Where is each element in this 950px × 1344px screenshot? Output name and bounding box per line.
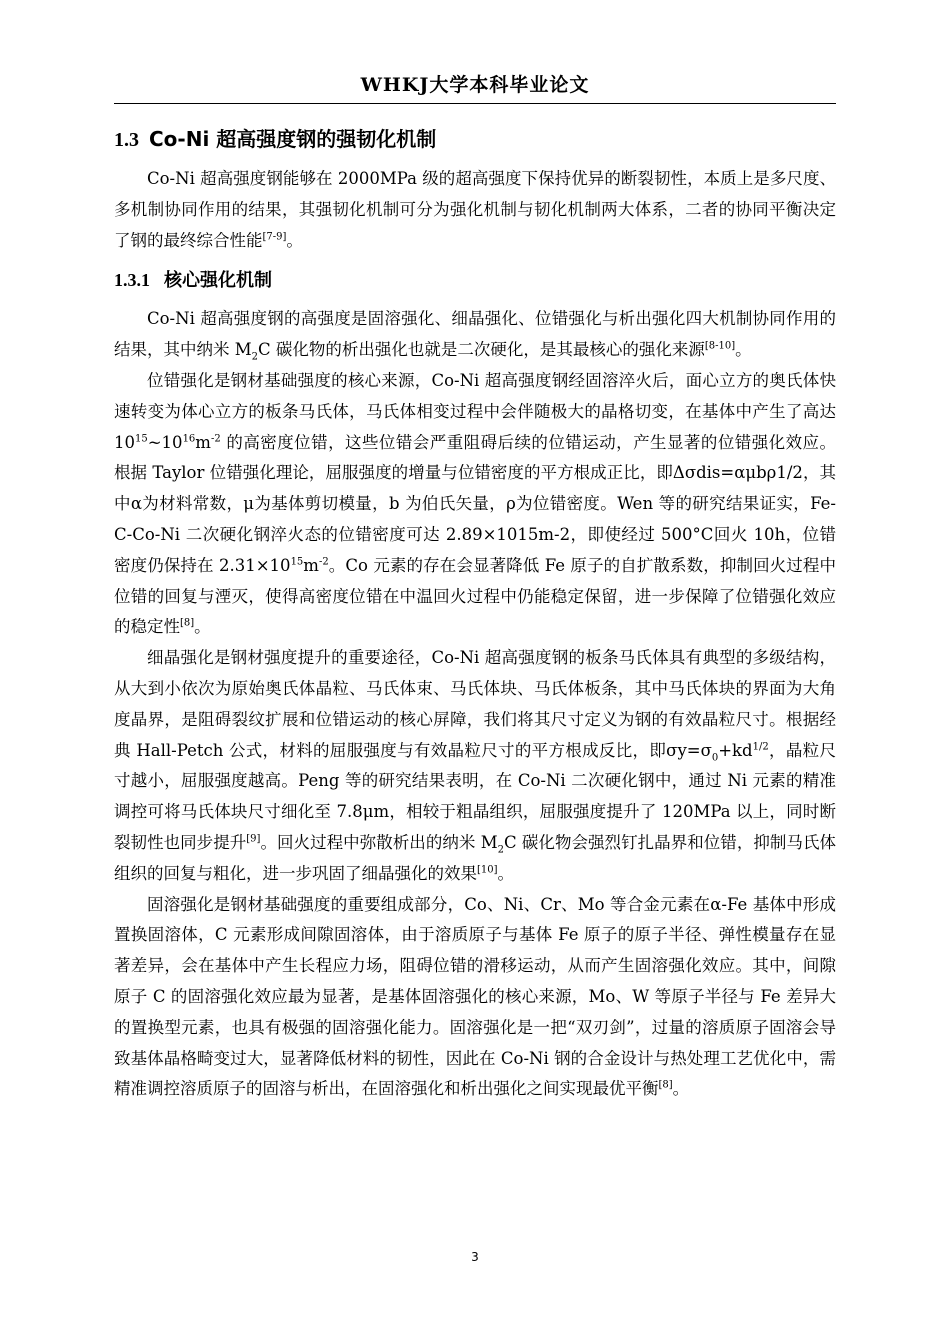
- citation: [10]: [477, 864, 498, 876]
- subscript: 0: [711, 751, 719, 763]
- superscript: 15: [290, 556, 304, 568]
- paragraph-text: C 碳化物会强烈钉扎晶界和位错，抑制马氏体组织的回复与粗化，进一步巩固了细晶强化的效果: [114, 832, 837, 883]
- header-rule: [114, 103, 836, 104]
- superscript: 16: [182, 433, 196, 445]
- running-header: WHKJ大学本科毕业论文: [360, 74, 590, 96]
- citation: [7-9]: [262, 231, 287, 243]
- paragraph-solid-solution: [114, 890, 836, 1106]
- paragraph-text: Co-Ni 超高强度钢能够在 2000MPa 级的超高强度下保持优异的断裂韧性，本质上是多尺度、多机制协同作用的结果，其强韧化机制可分为强化机制与韧化机制两大体系，二者的协同平衡决定了钢的最终综合性能: [114, 169, 836, 250]
- paragraph-text: m: [303, 555, 319, 575]
- citation: [9]: [246, 833, 261, 845]
- page-number: 3: [471, 1250, 479, 1264]
- paragraph-text: Co-Ni 超高强度钢的高强度是固溶强化、细晶强化、位错强化与析出强化四大机制协同作用的结果，其中纳米 M: [114, 309, 836, 360]
- paragraph-text: 。Co 元素的存在会显著降低 Fe 原子的自扩散系数，抑制回火过程中位错的回复与湮灭，使得高密度位错在中温回火过程中仍能稳定保留，进一步保障了位错强化效应的稳定性: [114, 555, 836, 637]
- subscript: 2: [497, 844, 504, 856]
- superscript: -2: [210, 433, 221, 445]
- paragraph-end: 。: [194, 617, 211, 637]
- section-title: Co-Ni 超高强度钢的强韧化机制: [149, 127, 437, 151]
- subsection-heading: [114, 264, 836, 296]
- paragraph-dislocation: [114, 366, 836, 643]
- subscript: 2: [251, 351, 259, 363]
- superscript: 15: [135, 433, 148, 445]
- subsection-number: 1.3.1: [114, 270, 150, 291]
- paragraph-text: 的高密度位错，这些位错会严重阻碍后续的位错运动，产生显著的位错强化效应。根据 Taylor 位错强化理论，屈服强度的增量与位错密度的平方根成正比，即Δσdis=αμbρ1/2，其中α为材料常数，μ为基体剪切模量，b 为伯氏矢量，ρ为位错密度。Wen 等的研究结果证实，Fe-C-Co-Ni 二次硬化钢淬火态的位错密度可达 2.89×1015m-2，即使经过 500°C回火 10h，位错密度仍保持在 2.31×10: [114, 432, 836, 575]
- section-number: 1.3: [114, 129, 139, 151]
- paragraph-text: m: [195, 432, 211, 452]
- paragraph-text: C 碳化物的析出强化也就是二次硬化，是其最核心的强化来源: [258, 340, 705, 360]
- citation: [8]: [658, 1079, 673, 1091]
- paragraph-end: 。: [672, 1079, 690, 1099]
- subsection-title: 核心强化机制: [164, 270, 272, 292]
- paragraph-text: 细晶强化是钢材强度提升的重要途径，Co-Ni 超高强度钢的板条马氏体具有典型的多级结构，从大到小依次为原始奥氏体晶粒、马氏体束、马氏体块、马氏体板条，其中马氏体块的界面为大角度晶界，是阻碍裂纹扩展和位错运动的核心屏障，我们将其尺寸定义为钢的有效晶粒尺寸。根据经典 Hall-Petch 公式，材料的屈服强度与有效晶粒尺寸的平方根成反比，即σy=σ: [114, 648, 836, 760]
- citation: [8-10]: [704, 340, 736, 352]
- paragraph-text: ，晶粒尺寸越小，屈服强度越高。Peng 等的研究结果表明，在 Co-Ni 二次硬化钢中，通过 Ni 元素的精准调控可将马氏体块尺寸细化至 7.8μm，相较于粗晶组织，屈服强度提升了 120MPa 以上，同时断裂韧性也同步提升: [114, 740, 836, 852]
- paragraph-intro: [114, 164, 836, 256]
- page-body: [114, 122, 836, 1105]
- paragraph-grain-refinement: [114, 643, 836, 889]
- paragraph-text: 位错强化是钢材基础强度的核心来源，Co-Ni 超高强度钢经固溶淬火后，面心立方的奥氏体快速转变为体心立方的板条马氏体，马氏体相变过程中会伴随极大的晶格切变，在基体中产生了高达 10: [114, 370, 836, 452]
- paragraph-overview: [114, 304, 836, 366]
- superscript: -2: [318, 556, 329, 568]
- superscript: 1/2: [752, 741, 769, 753]
- paragraph-end: 。: [286, 230, 303, 250]
- paragraph-text: ~10: [147, 432, 183, 452]
- paragraph-text: +kd: [718, 740, 753, 760]
- paragraph-end: 。: [735, 340, 752, 360]
- paragraph-end: 。: [497, 863, 515, 883]
- paragraph-text: 。回火过程中弥散析出的纳米 M: [260, 832, 498, 852]
- section-heading: [114, 122, 836, 156]
- citation: [8]: [180, 617, 195, 629]
- paragraph-text: 固溶强化是钢材基础强度的重要组成部分，Co、Ni、Cr、Mo 等合金元素在α-Fe 基体中形成置换固溶体，C 元素形成间隙固溶体，由于溶质原子与基体 Fe 原子的原子半径、弹性模量存在显著差异，会在基体中产生长程应力场，阻碍位错的滑移运动，从而产生固溶强化效应。其中，间隙原子 C 的固溶强化效应最为显著，是基体固溶强化的核心来源，Mo、W 等原子半径与 Fe 差异大的置换型元素，也具有极强的固溶强化能力。固溶强化是一把“双刃剑”，过量的溶质原子固溶会导致基体晶格畸变过大，显著降低材料的韧性，因此在 Co-Ni 钢的合金设计与热处理工艺优化中，需精准调控溶质原子的固溶与析出，在固溶强化和析出强化之间实现最优平衡: [114, 894, 836, 1099]
